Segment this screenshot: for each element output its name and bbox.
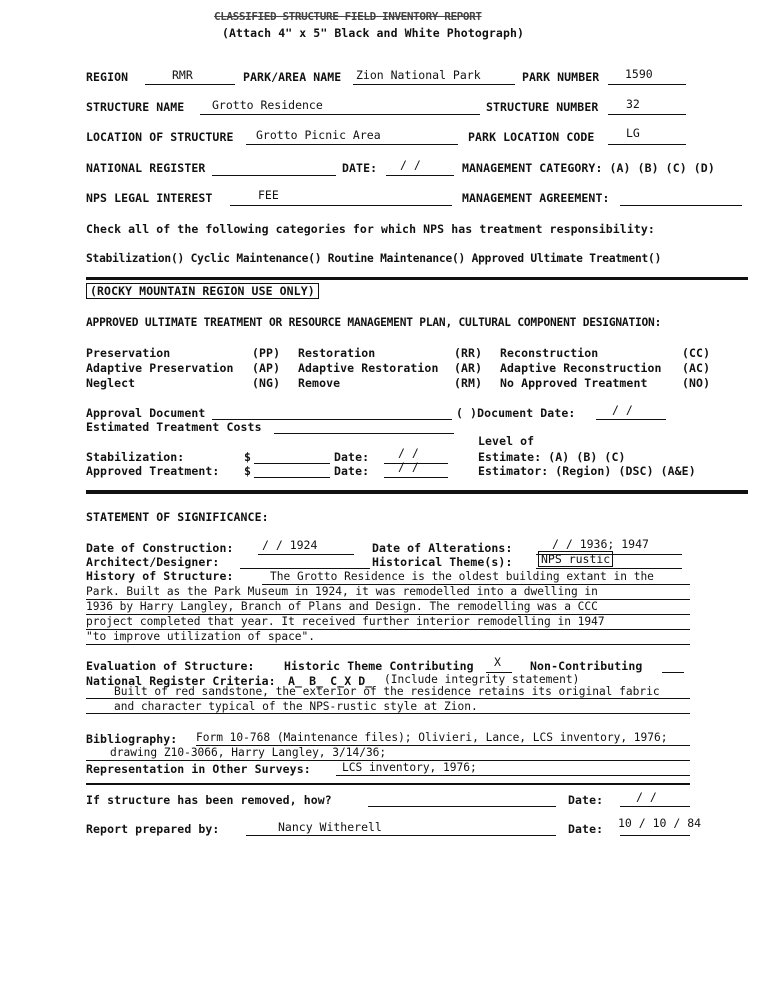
prepared-by-label: Report prepared by: <box>86 822 220 836</box>
park-location-code-value: LG <box>626 126 640 140</box>
structure-name-value: Grotto Residence <box>212 98 323 112</box>
structure-number-value: 32 <box>626 97 640 111</box>
park-number-value: 1590 <box>625 67 653 81</box>
stabilization-date-value: / / <box>398 446 419 460</box>
construction-label: Date of Construction: <box>86 541 234 555</box>
location-label: LOCATION OF STRUCTURE <box>86 130 234 144</box>
prepared-date-value: 10 / 10 / 84 <box>618 816 702 830</box>
other-surveys-value: LCS inventory, 1976; <box>342 761 477 774</box>
nps-legal-interest-value: FEE <box>258 188 279 202</box>
park-location-code-label: PARK LOCATION CODE <box>468 130 595 144</box>
national-register-label: NATIONAL REGISTER <box>86 161 206 175</box>
top-title: CLASSIFIED STRUCTURE FIELD INVENTORY REPORT <box>214 10 482 23</box>
ultimate-treatment-heading: APPROVED ULTIMATE TREATMENT OR RESOURCE MANAGEMENT PLAN, CULTURAL COMPONENT DESIGNATION: <box>86 316 662 329</box>
date-label: DATE: <box>342 161 378 175</box>
photo-note: (Attach 4" x 5" Black and White Photograph) <box>222 26 525 40</box>
estimate-label: Estimate: (A) (B) (C) <box>478 450 626 464</box>
bibliography-line-2: drawing Z10-3066, Harry Langley, 3/14/36; <box>110 746 387 759</box>
evaluation-label: Evaluation of Structure: <box>86 659 255 673</box>
approval-document-label: Approval Document <box>86 406 206 420</box>
approved-date-label: Date: <box>334 464 370 478</box>
level-of-label: Level of <box>478 434 535 448</box>
non-contributing-label: Non-Contributing <box>530 659 643 673</box>
significance-heading: STATEMENT OF SIGNIFICANCE: <box>86 510 269 524</box>
date-value: / / <box>400 158 421 172</box>
estimated-costs-label: Estimated Treatment Costs <box>86 420 262 434</box>
approved-date-value: / / <box>398 460 419 474</box>
rmr-banner: (ROCKY MOUNTAIN REGION USE ONLY) <box>86 284 319 298</box>
stabilization-label: Stabilization: <box>86 450 185 464</box>
document-date-value: / / <box>612 403 633 417</box>
stabilization-date-label: Date: <box>334 450 370 464</box>
location-value: Grotto Picnic Area <box>256 128 381 142</box>
theme-value: NPS rustic <box>538 552 613 566</box>
region-value: RMR <box>172 68 193 82</box>
park-area-name-label: PARK/AREA NAME <box>243 70 342 84</box>
document-date-label: ( )Document Date: <box>456 406 576 420</box>
contributing-label: Historic Theme Contributing <box>284 659 474 673</box>
prepared-by-value: Nancy Witherell <box>278 820 382 834</box>
history-label: History of Structure: <box>86 569 234 583</box>
architect-label: Architect/Designer: <box>86 555 220 569</box>
theme-label: Historical Theme(s): <box>372 555 513 569</box>
management-agreement-label: MANAGEMENT AGREEMENT: <box>462 191 610 205</box>
park-area-name-value: Zion National Park <box>356 68 481 82</box>
estimator-label: Estimator: (Region) (DSC) (A&E) <box>478 464 696 478</box>
removed-date-value: / / <box>636 790 657 804</box>
removed-label: If structure has been removed, how? <box>86 793 332 807</box>
bibliography-label: Bibliography: <box>86 732 178 746</box>
criteria-value: A_ B_ C_X D_ <box>288 674 373 688</box>
region-label: REGION <box>86 70 129 84</box>
criteria-note: (Include integrity statement) <box>384 673 580 686</box>
removed-date-label: Date: <box>568 793 604 807</box>
criteria-label: National Register Criteria: <box>86 674 276 688</box>
treatment-instruction: Check all of the following categories for which NPS has treatment responsibility: <box>86 222 655 236</box>
contributing-mark: X <box>494 655 501 669</box>
approved-treatment-label: Approved Treatment: <box>86 464 220 478</box>
structure-number-label: STRUCTURE NUMBER <box>486 100 599 114</box>
park-number-label: PARK NUMBER <box>522 70 600 84</box>
construction-value: / / 1924 <box>262 538 318 552</box>
nps-legal-interest-label: NPS LEGAL INTEREST <box>86 191 213 205</box>
management-category-label: MANAGEMENT CATEGORY: (A) (B) (C) (D) <box>462 161 715 175</box>
treatment-categories[interactable]: Stabilization() Cyclic Maintenance() Routine Maintenance() Approved Ultimate Treatment() <box>86 252 662 265</box>
prepared-date-label: Date: <box>568 822 604 836</box>
alterations-value: / / 1936; 1947 <box>552 537 649 551</box>
structure-name-label: STRUCTURE NAME <box>86 100 185 114</box>
bibliography-line-1: Form 10-768 (Maintenance files); Olivieri, Lance, LCS inventory, 1976; <box>196 731 668 744</box>
alterations-label: Date of Alterations: <box>372 541 513 555</box>
other-surveys-label: Representation in Other Surveys: <box>86 762 311 776</box>
